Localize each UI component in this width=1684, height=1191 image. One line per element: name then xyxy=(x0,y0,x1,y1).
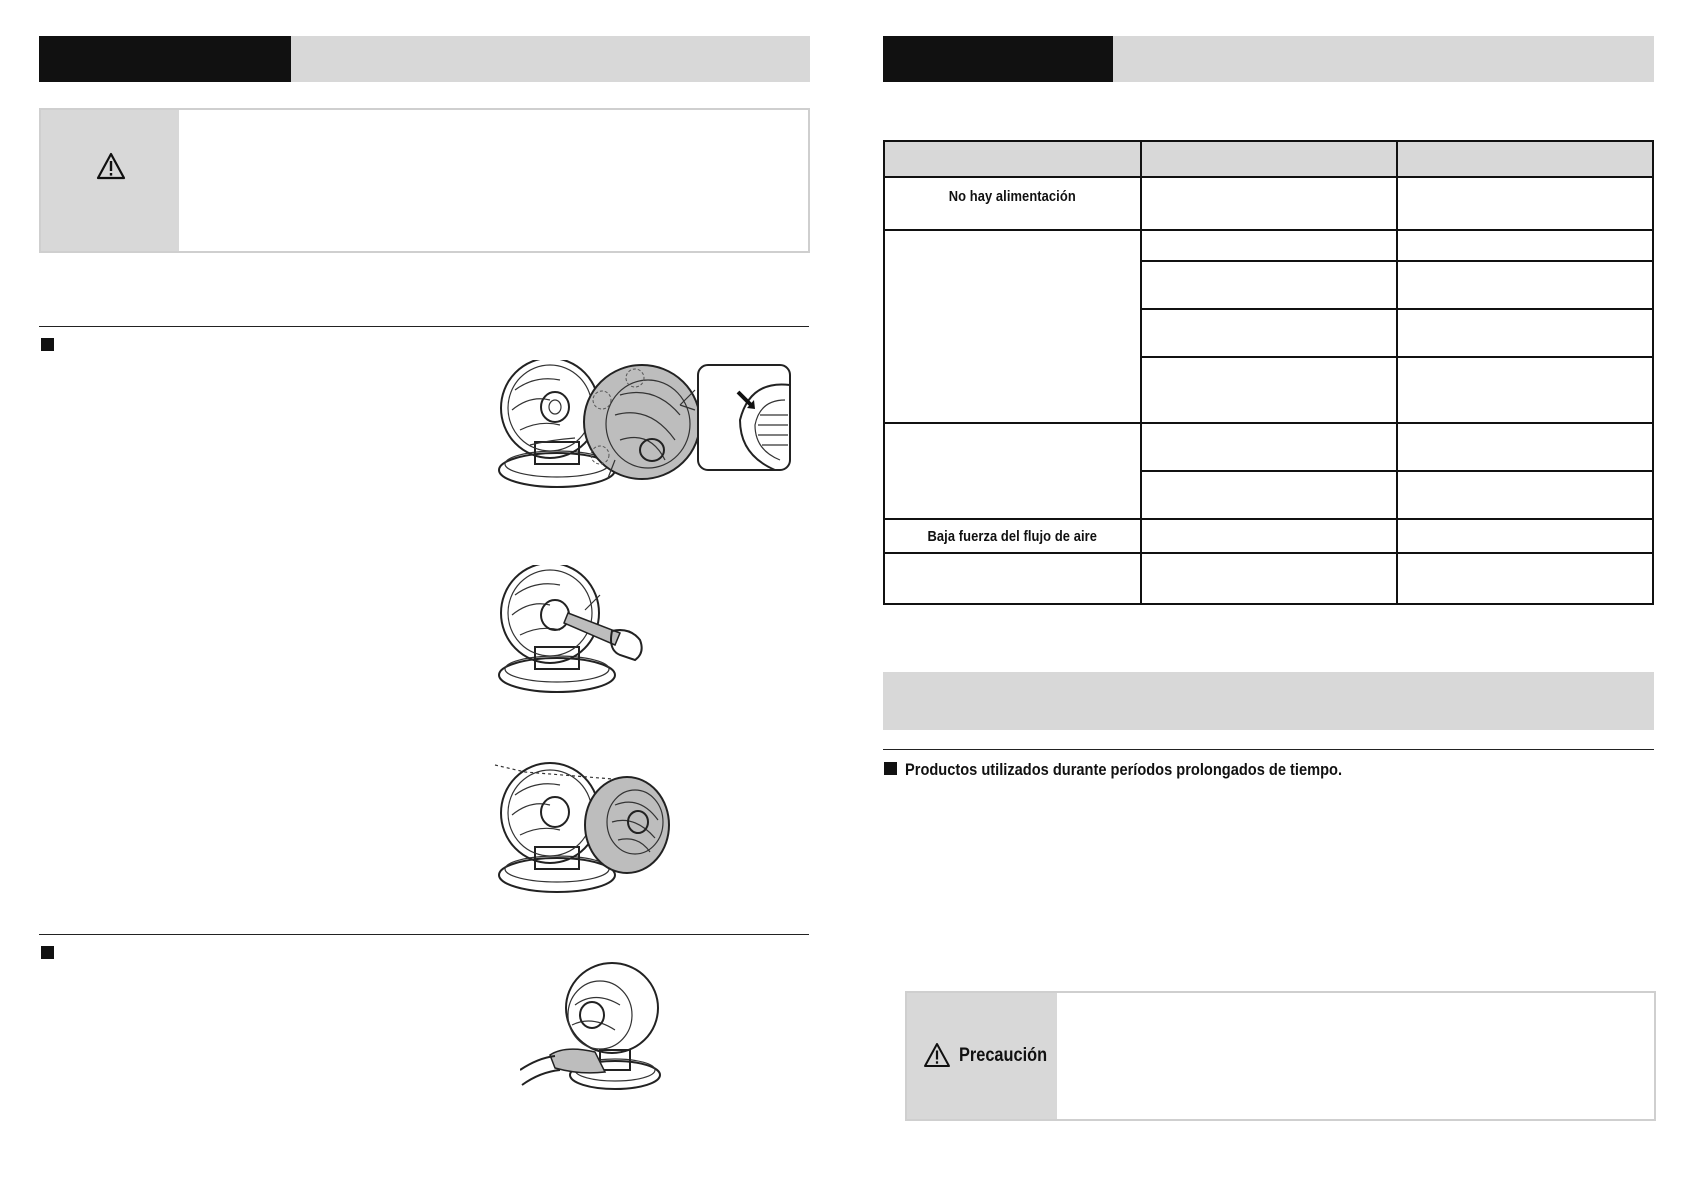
square-bullet-icon xyxy=(41,946,54,959)
solution-cell xyxy=(1397,230,1653,261)
problem-cell xyxy=(884,230,1141,423)
table-row xyxy=(884,423,1653,471)
cause-cell xyxy=(1141,519,1397,553)
table-header-cell xyxy=(1141,141,1397,177)
warning-triangle-icon xyxy=(96,152,126,180)
warning-triangle-icon xyxy=(923,1042,951,1068)
left-header-bar xyxy=(291,36,810,82)
cause-cell xyxy=(1141,553,1397,604)
fan-brush-cleaning-illustration xyxy=(490,565,650,700)
left-warning-box xyxy=(39,108,810,253)
left-section-rule-1 xyxy=(39,326,809,327)
cause-cell xyxy=(1141,471,1397,519)
square-bullet-icon xyxy=(41,338,54,351)
table-row xyxy=(884,553,1653,604)
solution-cell xyxy=(1397,471,1653,519)
table-header-row xyxy=(884,141,1653,177)
cause-cell xyxy=(1141,230,1397,261)
cause-cell xyxy=(1141,261,1397,309)
problem-cell xyxy=(884,553,1141,604)
cause-cell xyxy=(1141,423,1397,471)
left-section-rule-2 xyxy=(39,934,809,935)
left-warning-side xyxy=(41,110,179,251)
cause-cell xyxy=(1141,357,1397,423)
cause-cell xyxy=(1141,177,1397,230)
table-header-cell xyxy=(884,141,1141,177)
table-row xyxy=(884,519,1653,553)
table-row xyxy=(884,230,1653,261)
problem-cell: Baja fuerza del flujo de aire xyxy=(884,519,1141,553)
caution-box xyxy=(905,991,1656,1121)
right-header-bar xyxy=(1113,36,1654,82)
right-info-banner xyxy=(883,672,1654,730)
long-use-heading: Productos utilizados durante períodos prolongados de tiempo. xyxy=(905,760,1343,779)
solution-cell xyxy=(1397,261,1653,309)
table-header-cell xyxy=(1397,141,1653,177)
problem-cell: No hay alimentación xyxy=(884,177,1141,230)
square-bullet-icon xyxy=(884,762,897,775)
solution-cell xyxy=(1397,177,1653,230)
table-row xyxy=(884,177,1653,230)
problem-cell xyxy=(884,423,1141,519)
fan-grill-removal-illustration xyxy=(490,360,800,495)
cause-cell xyxy=(1141,309,1397,357)
right-header-tab xyxy=(883,36,1113,82)
solution-cell xyxy=(1397,423,1653,471)
caution-label: Precaución xyxy=(959,1045,1048,1066)
left-header-tab xyxy=(39,36,291,82)
fan-grill-side-illustration xyxy=(490,760,680,900)
solution-cell xyxy=(1397,309,1653,357)
solution-cell xyxy=(1397,553,1653,604)
fan-wiping-illustration xyxy=(520,960,670,1095)
solution-cell xyxy=(1397,357,1653,423)
caution-side xyxy=(907,993,1057,1119)
troubleshooting-table xyxy=(883,140,1654,605)
right-section-rule xyxy=(883,749,1654,750)
solution-cell xyxy=(1397,519,1653,553)
